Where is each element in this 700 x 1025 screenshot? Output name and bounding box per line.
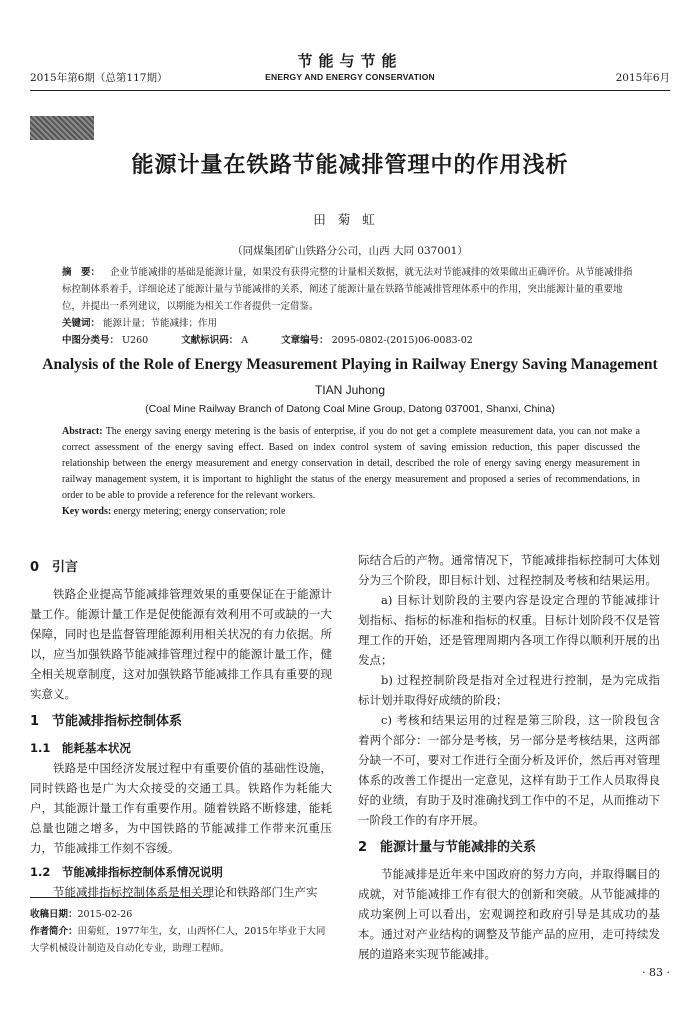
- article-no-value: 2095-0802-(2015)06-0083-02: [331, 335, 473, 346]
- body-column-left: [30, 550, 332, 902]
- clc-label: 中图分类号：: [62, 335, 120, 346]
- abstract-en: [62, 424, 640, 504]
- abstract-cn-label: 摘 要：: [62, 267, 101, 278]
- affiliation-en: (Coal Mine Railway Branch of Datong Coal Mine Group, Datong 037001, Shanxi, China): [145, 403, 555, 415]
- section-heading-2: 2 能源计量与节能减排的关系: [358, 840, 537, 855]
- paragraph: 铁路是中国经济发展过程中有重要价值的基础性设施，同时铁路也是广为大众接受的交通工具。铁路作为耗能大户，其能源计量工作有重要作用。随着铁路不断修建，能耗总量也随之增多，为中国铁路的节能减排工作带来沉重压力，节能减排工作刻不容缓。: [30, 761, 332, 855]
- received-value: 2015-02-26: [77, 909, 133, 920]
- body-column-right: [358, 550, 660, 964]
- author-cn: 田菊虹: [313, 212, 387, 227]
- keywords-cn: [62, 315, 640, 332]
- clc-value: U260: [122, 335, 149, 346]
- journal-title-cn: 节能与节能: [297, 52, 403, 70]
- paragraph: c) 考核和结果运用的过程是第三阶段，这一阶段包含着两个部分：一部分是考核，另一部分是考核结果，这两部分缺一不可，要对工作进行全面分析及评价，然后再对管理体系的改善工作提出一定意见，这样有助于工作人员取得良好的业绩，有助于及时准确找到工作中的不足，从而推动下一阶段工作的有序开展。: [358, 713, 660, 827]
- journal-masthead: [30, 50, 670, 82]
- running-header: [30, 48, 670, 88]
- abstract-cn-block: [62, 264, 640, 349]
- received-date: [30, 906, 332, 923]
- journal-title-en: ENERGY AND ENERGY CONSERVATION: [265, 72, 435, 82]
- paragraph: 铁路企业提高节能减排管理效果的重要保证在于能源计量工作。能源计量工作是促使能源有效利用不可或缺的一大保障，同时也是监督管理能源利用相关状况的有力依据。所以，应当加强铁路节能减排管理过程中的能源计量工作，健全相关规章制度，这对加强铁路节能减排工作具有重要的现实意义。: [30, 587, 332, 701]
- subsection-heading-1-2: 1.2 节能减排指标控制体系情况说明: [30, 865, 223, 879]
- footnote-divider: [30, 897, 210, 898]
- abstract-cn-text: 企业节能减排的基础是能源计量，如果没有获得完整的计量相关数据，就无法对节能减排的效果做出正确评价。从节能减排指标控制体系着手，详细论述了能源计量与节能减排的关系，阐述了能源计量在铁路节能减排管理体系中的作用，突出能源计量的重要地位，并提出一系列建议，以期能为相关工作者提供一定借鉴。: [62, 267, 633, 312]
- doc-code-value: A: [241, 335, 249, 346]
- author-bio: [30, 923, 332, 957]
- keywords-en: [62, 504, 640, 520]
- issue-date: 2015年6月: [615, 72, 670, 84]
- abstract-en-block: [62, 424, 640, 520]
- keywords-cn-text: 能源计量；节能减排；作用: [103, 318, 218, 329]
- article-title-en: Analysis of the Role of Energy Measurement Playing in Railway Energy Saving Management: [42, 356, 658, 373]
- section-badge: [30, 116, 94, 140]
- bio-label: 作者简介：: [30, 926, 78, 937]
- affiliation-cn: （同煤集团矿山铁路分公司，山西 大同 037001）: [232, 245, 468, 257]
- section-heading-1: 1 节能减排指标控制体系: [30, 714, 183, 729]
- paragraph: b) 过程控制阶段是指对全过程进行控制，是为完成指标计划并取得好成绩的阶段；: [358, 673, 660, 707]
- paragraph: 节能减排是近年来中国政府的努力方向，并取得瞩目的成就，对节能减排工作有很大的创新和突破。从节能减排的成功案例上可以看出，宏观调控和政府引导是其成功的基本。通过对产业结构的调整及节能产品的应用，走可持续发展的道路来实现节能减排。: [358, 867, 660, 961]
- issue-info: 2015年第6期（总第117期）: [30, 72, 168, 84]
- page-number: · 83 ·: [642, 966, 670, 979]
- header-divider: [30, 90, 670, 91]
- received-label: 收稿日期：: [30, 909, 78, 920]
- author-en: TIAN Juhong: [314, 383, 386, 397]
- abstract-en-text: The energy saving energy metering is the basis of enterprise, if you do not get a complete measurement data, you can not make a correct assessment of the energy saving effect. Based on index control system of saving emission reduction, this paper discussed the relationship between the energy measurement and energy conservation in detail, described the role of energy saving energy measurement in railway management system, it is important to highlight the status of the energy measurement and proposed a series of recommendations, in order to be able to provide a reference for the relevant workers.: [62, 426, 640, 501]
- subsection-heading-1-1: 1.1 能耗基本状况: [30, 741, 131, 755]
- article-no-label: 文章编号：: [281, 335, 329, 346]
- footnote: [30, 906, 332, 957]
- section-heading-0: 0 引言: [30, 560, 79, 575]
- paragraph: a) 目标计划阶段的主要内容是设定合理的节能减排计划指标、指标的标准和指标的权重。目标计划阶段不仅是管理工作的开始，还是管理周期内各项工作得以顺利开展的出发点；: [358, 593, 660, 667]
- abstract-en-label: Abstract:: [62, 426, 103, 437]
- keywords-en-text: energy metering; energy conservation; role: [113, 506, 286, 517]
- keywords-cn-label: 关键词：: [62, 318, 101, 329]
- classification-row: [62, 332, 640, 349]
- bio-value: 田菊虹，1977年生，女，山西怀仁人，2015年毕业于大同大学机械设计制造及自动化专业，助理工程师。: [30, 926, 326, 954]
- abstract-cn: [62, 264, 640, 315]
- keywords-en-label: Key words:: [62, 506, 112, 517]
- paragraph: 际结合后的产物。通常情况下，节能减排指标控制可大体划分为三个阶段，即目标计划、过程控制及考核和结果运用。: [358, 553, 660, 587]
- paragraph: 节能减排指标控制体系是相关理论和铁路部门生产实: [53, 885, 318, 899]
- article-title-cn: 能源计量在铁路节能减排管理中的作用浅析: [131, 153, 569, 178]
- doc-code-label: 文献标识码：: [181, 335, 239, 346]
